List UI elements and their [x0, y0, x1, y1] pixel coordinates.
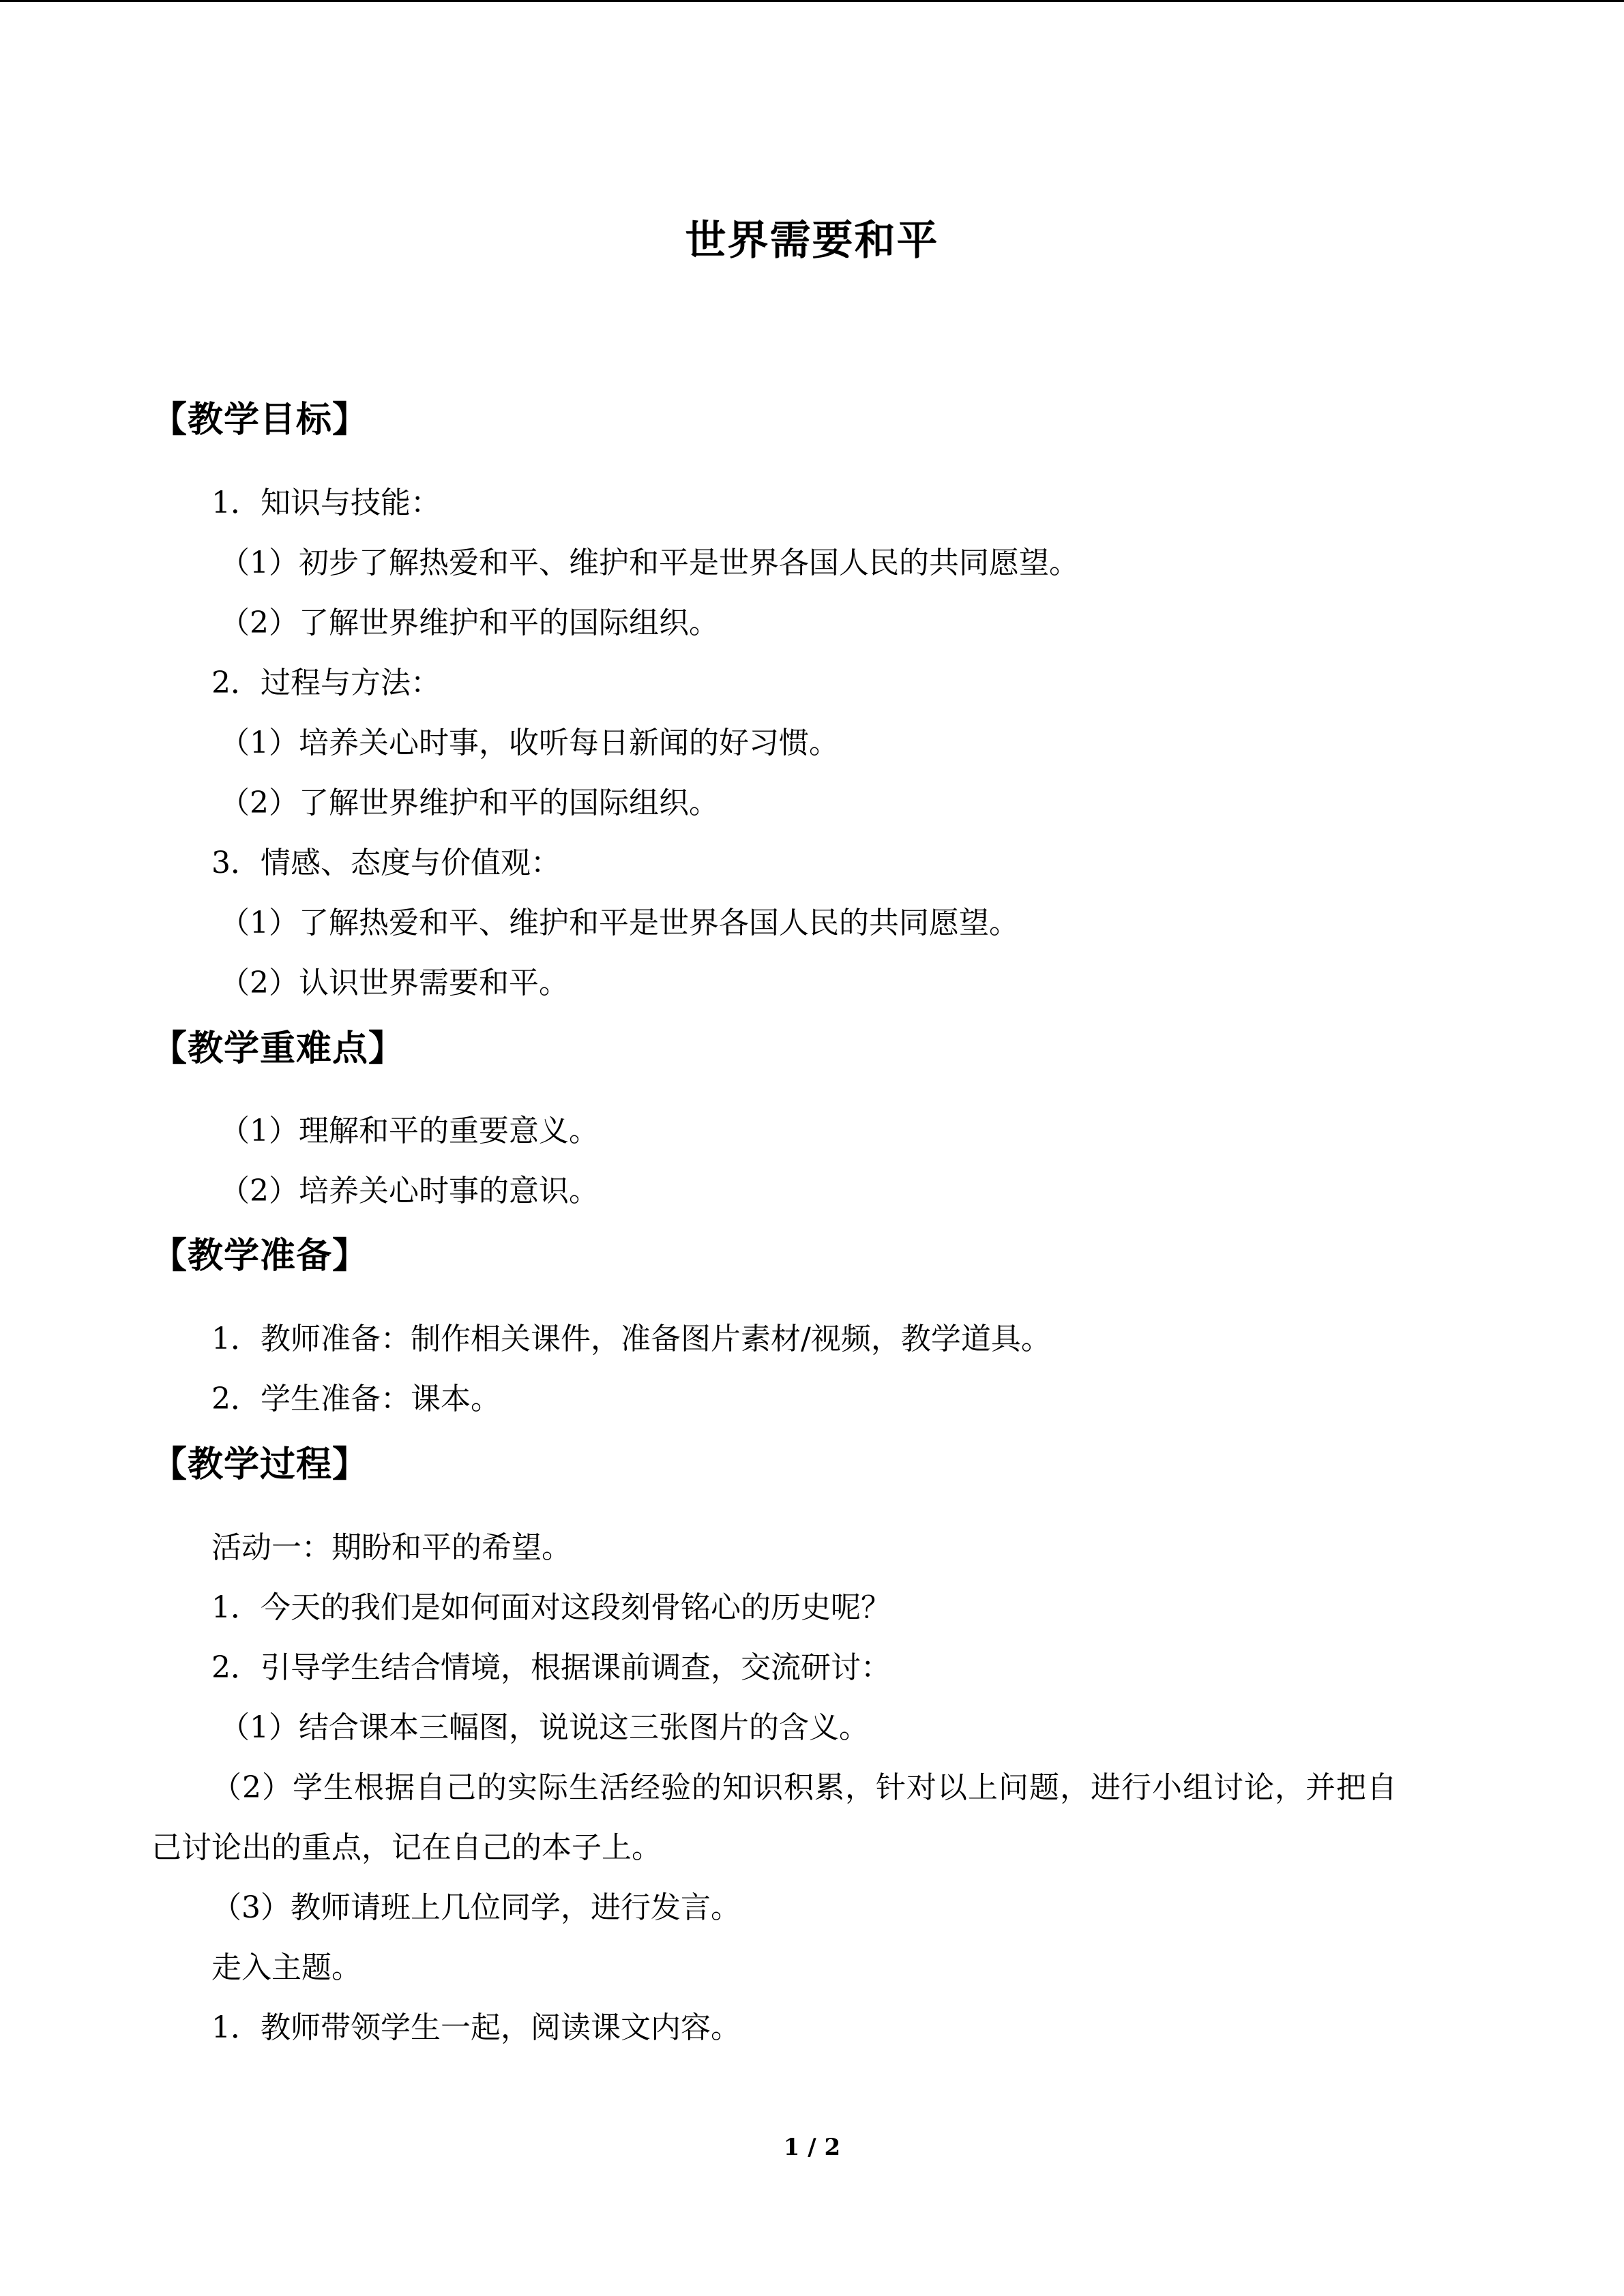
- process-line: （2）学生根据自己的实际生活经验的知识积累，针对以上问题，进行小组讨论，并把自: [211, 1770, 1398, 1805]
- objective-line: （1）初步了解热爱和平、维护和平是世界各国人民的共同愿望。: [220, 546, 1079, 580]
- page-number: 1 / 2: [783, 2134, 841, 2161]
- process-line: 己讨论出的重点，记在自己的本子上。: [151, 1830, 662, 1865]
- preparation-line: 2．学生准备：课本。: [211, 1382, 501, 1416]
- document-title: 世界需要和平: [685, 217, 939, 265]
- process-line: 活动一：期盼和平的希望。: [211, 1530, 572, 1565]
- process-line: 走入主题。: [211, 1950, 361, 1985]
- process-line: （3）教师请班上几位同学，进行发言。: [211, 1890, 741, 1925]
- key-point-line: （2）培养关心时事的意识。: [220, 1174, 599, 1208]
- objective-line: （1）培养关心时事，收听每日新闻的好习惯。: [220, 726, 839, 760]
- objective-line: 3．情感、态度与价值观：: [211, 846, 561, 880]
- process-line: 2．引导学生结合情境，根据课前调查，交流研讨：: [211, 1650, 891, 1685]
- preparation-line: 1．教师准备：制作相关课件，准备图片素材/视频，教学道具。: [211, 1322, 1051, 1356]
- section-heading-process: 【教学过程】: [151, 1444, 369, 1485]
- objective-line: 2．过程与方法：: [211, 666, 441, 700]
- section-heading-objectives: 【教学目标】: [151, 399, 369, 441]
- process-line: 1．教师带领学生一起，阅读课文内容。: [211, 2010, 741, 2045]
- objective-line: （1）了解热爱和平、维护和平是世界各国人民的共同愿望。: [220, 906, 1019, 940]
- objective-line: 1．知识与技能：: [211, 486, 441, 520]
- objective-line: （2）了解世界维护和平的国际组织。: [220, 606, 719, 640]
- objective-line: （2）了解世界维护和平的国际组织。: [220, 786, 719, 820]
- key-point-line: （1）理解和平的重要意义。: [220, 1114, 599, 1148]
- process-line: 1．今天的我们是如何面对这段刻骨铭心的历史呢？: [211, 1590, 891, 1625]
- objective-line: （2）认识世界需要和平。: [220, 966, 569, 1000]
- top-border-line: [0, 0, 1624, 2]
- section-heading-preparation: 【教学准备】: [151, 1235, 369, 1277]
- section-heading-key-points: 【教学重难点】: [151, 1028, 405, 1069]
- process-line: （1）结合课本三幅图，说说这三张图片的含义。: [220, 1710, 869, 1745]
